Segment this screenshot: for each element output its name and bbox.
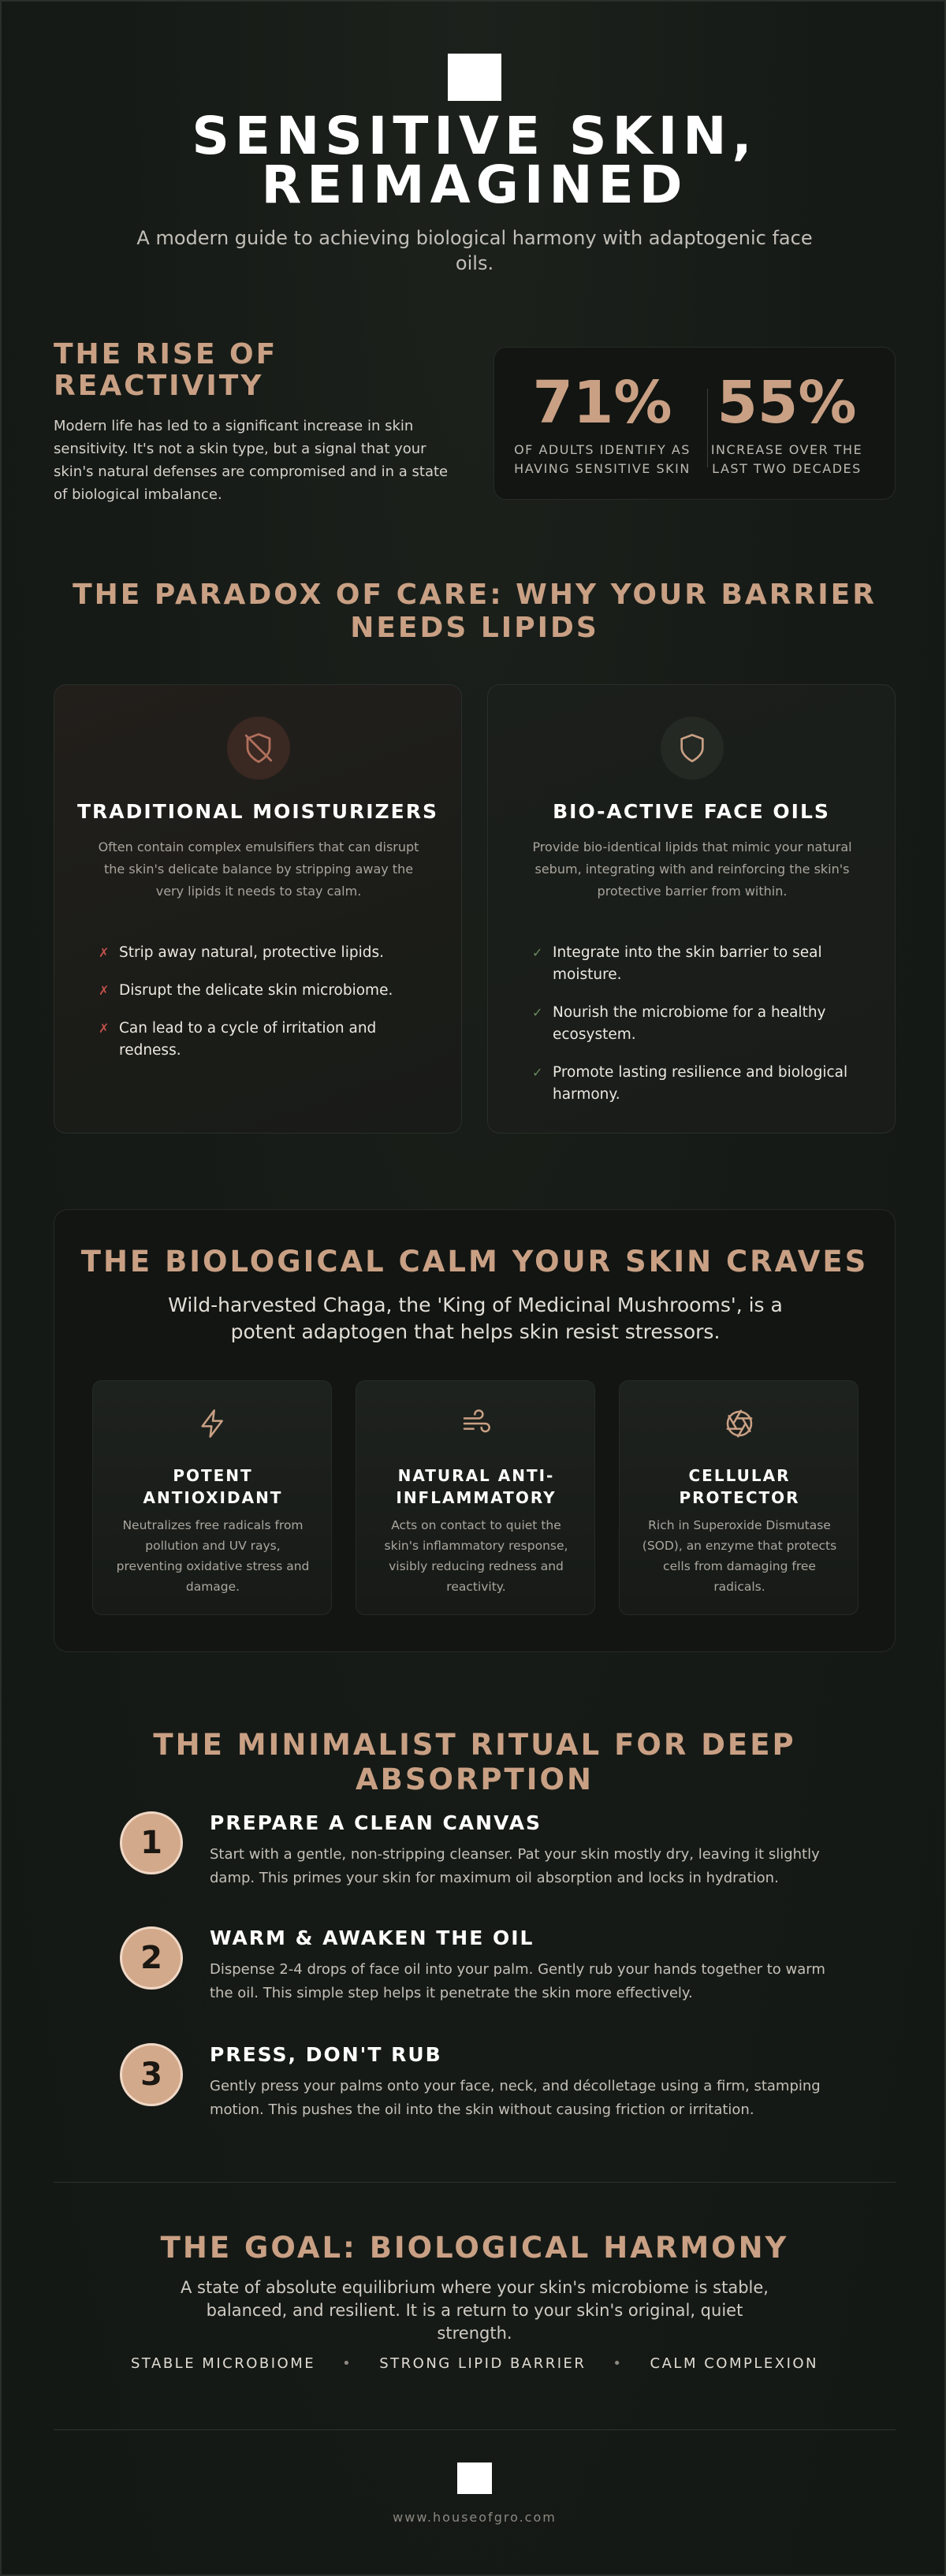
stat-value: 71%: [532, 369, 672, 437]
ritual-step: [120, 1811, 829, 1898]
list-item: [529, 1002, 868, 1046]
cross-icon: ✗: [99, 945, 110, 960]
step-number-badge: 2: [120, 1926, 183, 1990]
goal-pillars: [2, 2355, 946, 2372]
step-number-badge: 1: [120, 1811, 183, 1874]
step-text: Gently press your palms onto your face, neck, and décolletage using a firm, stamping motion. This pushes the oil into the skin without causing friction or irritation.: [210, 2078, 821, 2118]
cross-icon: ✗: [99, 983, 110, 998]
pillar-label: STRONG LIPID BARRIER: [379, 2355, 587, 2372]
step-text: Dispense 2-4 drops of face oil into your palm. Gently rub your hands together to warm the oil. This simple step helps it penetrate the skin more effectively.: [210, 1961, 825, 2001]
hero-subtitle: A modern guide to achieving biological harmony with adaptogenic face oils.: [136, 227, 813, 274]
ritual-step: [120, 2043, 829, 2130]
hero-title: SENSITIVE SKIN, REIMAGINED: [192, 106, 758, 215]
feature-card-antioxidant: [92, 1380, 332, 1615]
list-item-text: Strip away natural, protective lipids.: [119, 944, 384, 961]
traditional-moisturizers-card: [54, 684, 462, 1134]
pillar-label: CALM COMPLEXION: [650, 2355, 819, 2372]
rise-title: THE RISE OF REACTIVITY: [54, 338, 278, 402]
card-heading: BIO-ACTIVE FACE OILS: [553, 800, 830, 823]
feature-text: Rich in Superoxide Dismutase (SOD), an enzyme that protects cells from damaging free radicals.: [642, 1518, 837, 1594]
cross-icon: ✗: [99, 1021, 110, 1036]
calm-subtitle: Wild-harvested Chaga, the 'King of Medicinal Mushrooms', is a potent adaptogen that helps skin resist stressors.: [168, 1294, 783, 1343]
list-item-text: Promote lasting resilience and biological harmony.: [553, 1064, 848, 1103]
separator-dot: •: [342, 2355, 353, 2372]
list-item: [95, 980, 434, 1002]
step-text: Start with a gentle, non-stripping cleanser. Pat your skin mostly dry, leaving it slightly damp. This primes your skin for maximum oil absorption and locks in hydration.: [210, 1846, 820, 1886]
check-icon: ✓: [532, 1005, 543, 1020]
check-icon: ✓: [532, 1065, 543, 1080]
shield-icon: [661, 717, 724, 780]
list-item: [95, 942, 434, 964]
ritual-title: THE MINIMALIST RITUAL FOR DEEP ABSORPTION: [153, 1728, 796, 1796]
stat-value: 55%: [717, 369, 857, 437]
stat-label: OF ADULTS IDENTIFY AS HAVING SENSITIVE SKIN: [514, 442, 691, 476]
feature-card-anti-inflammatory: [356, 1380, 595, 1615]
card-description: Provide bio-identical lipids that mimic your natural sebum, integrating with and reinforcing the skin's protective barrier from within.: [532, 839, 852, 899]
step-title: WARM & AWAKEN THE OIL: [210, 1926, 534, 1949]
goal-title: THE GOAL: BIOLOGICAL HARMONY: [160, 2231, 789, 2265]
brand-logo: [448, 54, 501, 101]
ritual-step: [120, 1926, 829, 2013]
check-icon: ✓: [532, 945, 543, 960]
shield-off-icon: [227, 717, 290, 780]
list-item-text: Can lead to a cycle of irritation and redness.: [119, 1020, 377, 1059]
feature-text: Neutralizes free radicals from pollution and UV rays, preventing oxidative stress and damage.: [116, 1518, 310, 1594]
lightning-icon: [197, 1408, 229, 1439]
paradox-title: THE PARADOX OF CARE: WHY YOUR BARRIER NEEDS LIPIDS: [73, 579, 877, 644]
calm-title: THE BIOLOGICAL CALM YOUR SKIN CRAVES: [80, 1245, 869, 1279]
bio-active-oils-card: [487, 684, 896, 1134]
divider: [54, 2182, 896, 2183]
step-number-badge: 3: [120, 2043, 183, 2106]
stat-sensitive-adults: [512, 370, 693, 478]
wind-icon: [460, 1408, 492, 1439]
separator-dot: •: [613, 2355, 624, 2372]
list-item: [529, 1062, 868, 1106]
pillar-label: STABLE MICROBIOME: [130, 2355, 316, 2372]
divider: [54, 2429, 896, 2430]
list-item: [529, 942, 868, 986]
biological-calm-section: [54, 1209, 896, 1652]
rise-text: Modern life has led to a significant increase in skin sensitivity. It's not a skin type, but a signal that your skin's natural defenses are compromised and in a state of biological imbalance.: [54, 418, 449, 503]
stats-card: [493, 347, 896, 500]
drawback-list: [95, 942, 434, 1078]
list-item-text: Disrupt the delicate skin microbiome.: [119, 982, 393, 999]
list-item: [95, 1018, 434, 1062]
card-description: Often contain complex emulsifiers that can disrupt the skin's delicate balance by stripping away the very lipids it needs to stay calm.: [98, 839, 419, 899]
feature-title: CELLULAR PROTECTOR: [679, 1466, 800, 1507]
aperture-icon: [724, 1408, 755, 1439]
benefit-list: [529, 942, 868, 1122]
footer-url-link[interactable]: www.houseofgro.com: [393, 2510, 557, 2525]
list-item-text: Nourish the microbiome for a healthy ecosystem.: [553, 1004, 826, 1043]
card-heading: TRADITIONAL MOISTURIZERS: [76, 800, 439, 823]
list-item-text: Integrate into the skin barrier to seal moisture.: [553, 944, 822, 983]
feature-text: Acts on contact to quiet the skin's inflammatory response, visibly reducing redness and reactivity.: [384, 1518, 568, 1594]
footer-logo: [457, 2462, 492, 2494]
step-title: PREPARE A CLEAN CANVAS: [210, 1811, 542, 1834]
feature-title: POTENT ANTIOXIDANT: [143, 1466, 283, 1507]
stat-label: INCREASE OVER THE LAST TWO DECADES: [710, 442, 863, 476]
goal-text: A state of absolute equilibrium where your skin's microbiome is stable, balanced, and resilient. It is a return to your skin's original, quiet strength.: [181, 2278, 769, 2343]
step-title: PRESS, DON'T RUB: [210, 2043, 442, 2066]
feature-card-cellular-protector: [619, 1380, 858, 1615]
feature-title: NATURAL ANTI-INFLAMMATORY: [396, 1466, 557, 1507]
stat-increase: [696, 370, 877, 478]
